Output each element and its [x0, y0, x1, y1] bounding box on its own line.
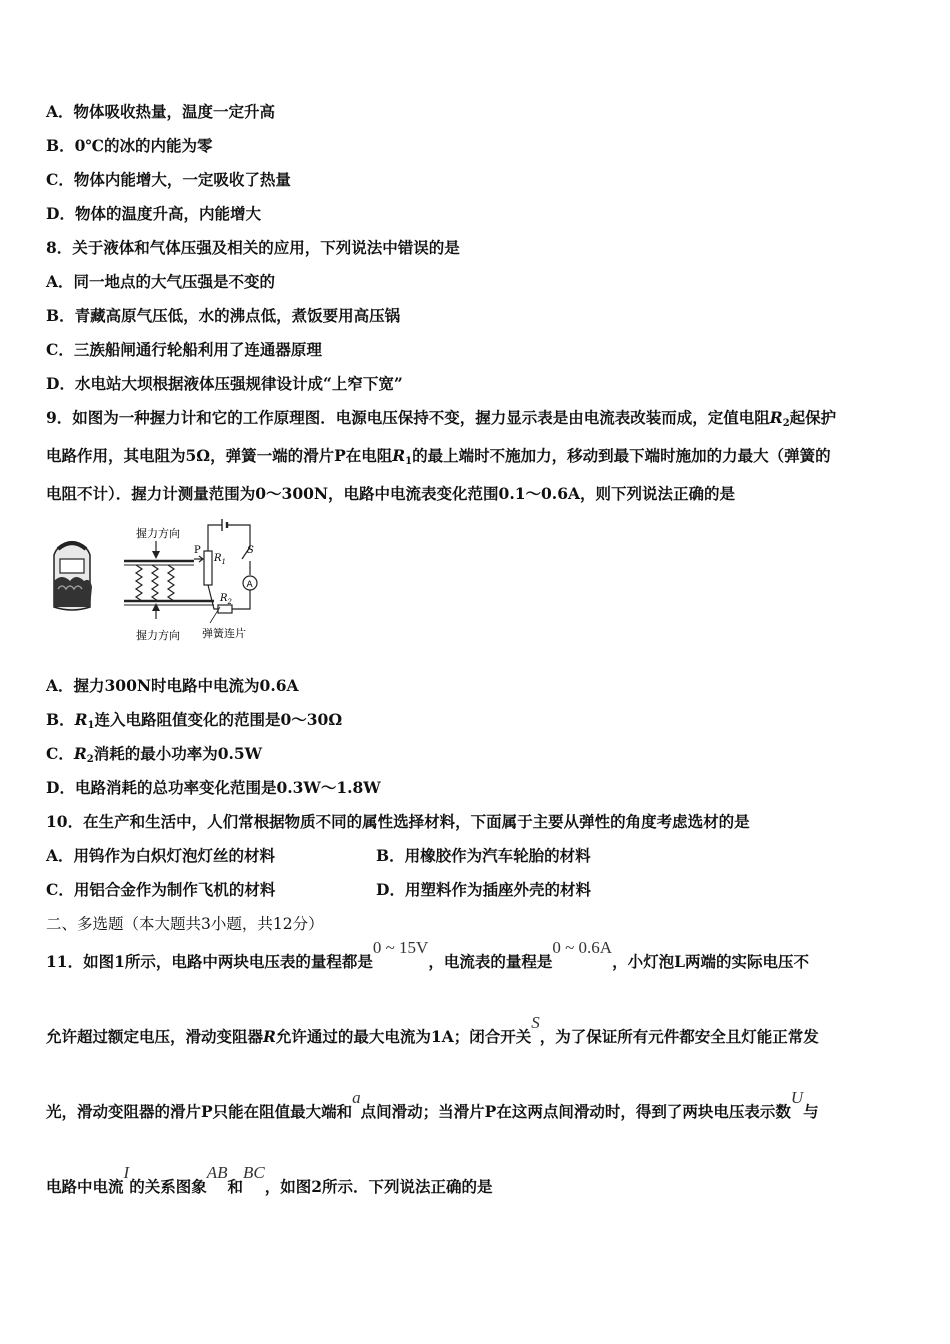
q11-current-symbol: I: [123, 1163, 130, 1182]
arrow-bottom-head: [152, 603, 160, 611]
q9-option-b-letter: B．: [46, 710, 75, 729]
q10-option-d: D．用塑料作为插座外壳的材料: [376, 880, 591, 899]
spring-3: [168, 565, 174, 601]
q11-l1-text: 11．如图1所示，电路中两块电压表的量程都是: [46, 952, 373, 971]
q9-option-c-text: 消耗的最小功率为0.5W: [93, 744, 263, 763]
q11-line1: [46, 938, 809, 972]
label-r1: [213, 553, 226, 566]
q8-option-a: A．同一地点的大气压强是不变的: [46, 272, 276, 291]
q11-switch-symbol: S: [531, 1013, 540, 1032]
q11-graph-bc: BC: [243, 1163, 265, 1182]
q11-rheostat-symbol: R: [263, 1027, 276, 1046]
q9-stem-line3: 电阻不计）．握力计测量范围为0～300N，电路中电流表变化范围0.1～0.6A，则下列说法正确的是: [46, 484, 736, 503]
q11-l2-text: 允许超过额定电压，滑动变阻器: [46, 1027, 264, 1046]
q9-stem-l2-text: 电路作用，其电阻为5Ω，弹簧一端的滑片P在电阻: [46, 446, 393, 465]
q11-l2-mid: 允许通过的最大电流为1A；闭合开关: [275, 1027, 532, 1046]
q9-option-c-letter: C．: [46, 744, 74, 763]
wire-top-left: [208, 525, 222, 551]
q11-l3-mid: 点间滑动；当滑片P在这两点间滑动时，得到了两块电压表示数: [360, 1102, 791, 1121]
spring-2: [152, 565, 158, 601]
resistor-r1: [204, 551, 212, 585]
label-grip-direction-top: 握力方向: [136, 527, 180, 540]
wire-top-right: [227, 525, 250, 547]
q9-stem-l1-text: 9．如图为一种握力计和它的工作原理图．电源电压保持不变，握力显示表是由电流表改装而成，定值电阻: [46, 408, 770, 427]
q11-l4-end: ，如图2所示．下列说法正确的是: [264, 1177, 493, 1196]
grip-meter-figure: [44, 515, 266, 647]
q10-option-c: C．用铝合金作为制作飞机的材料: [46, 880, 276, 899]
q8-option-d: D．水电站大坝根据液体压强规律设计成“上窄下宽”: [46, 374, 403, 393]
label-s: S: [247, 545, 254, 556]
q11-line4: [46, 1163, 493, 1197]
q9-option-b-text: 连入电路阻值变化的范围是0～30Ω: [94, 710, 343, 729]
q10-row-2: [46, 880, 591, 900]
q11-voltage-symbol: U: [790, 1088, 804, 1107]
q9-option-a: A．握力300N时电路中电流为0.6A: [46, 676, 299, 695]
resistor-r2: [218, 605, 232, 613]
q10-stem: 10．在生产和生活中，人们常根据物质不同的属性选择材料，下面属于主要从弹性的角度考虑选材的是: [46, 812, 750, 831]
q11-l2-end: ，为了保证所有元件都安全且灯能正常发: [539, 1027, 819, 1046]
grip-meter-photo: [54, 543, 92, 610]
q7-option-b: B．0℃的冰的内能为零: [46, 136, 213, 155]
spring-1: [136, 565, 142, 601]
q7-option-a: A．物体吸收热量，温度一定升高: [46, 102, 276, 121]
label-r1-subscript: 1: [221, 558, 226, 566]
label-grip-direction-bottom: 握力方向: [136, 629, 180, 642]
q10-row-1: [46, 846, 591, 866]
q11-l3-end: 与: [803, 1102, 819, 1121]
q7-option-c: C．物体内能增大，一定吸收了热量: [46, 170, 291, 189]
label-spring-plate: 弹簧连片: [202, 627, 246, 640]
q11-l4-mid: 的关系图象: [129, 1177, 207, 1196]
section-heading-multiple-choice: 二、多选题（本大题共3小题，共12分）: [46, 915, 324, 933]
q11-graph-ab: AB: [206, 1163, 228, 1182]
label-r1-symbol: R: [214, 553, 222, 564]
label-r2-subscript: 2: [227, 598, 232, 606]
label-p: P: [194, 545, 201, 556]
q11-point-a-symbol: a: [352, 1088, 361, 1107]
r1-subscript: 1: [405, 456, 413, 467]
q11-line2: [46, 1013, 819, 1047]
q9-stem-line1: [46, 408, 836, 434]
q9-option-b-subscript: 1: [87, 720, 95, 731]
q8-option-b: B．青藏高原气压低，水的沸点低，煮饭要用高压锅: [46, 306, 401, 325]
q9-stem-l1-end: 起保护: [789, 408, 837, 427]
q10-option-b: B．用橡胶作为汽车轮胎的材料: [376, 846, 591, 865]
q11-voltmeter-range: 0 ~ 15V: [372, 938, 429, 957]
q9-option-c-symbol: R: [73, 744, 87, 763]
q8-stem: 8．关于液体和气体压强及相关的应用，下列说法中错误的是: [46, 238, 460, 257]
q7-option-d: D．物体的温度升高，内能增大: [46, 204, 261, 223]
q9-option-c: [46, 744, 262, 770]
q11-l4-text: 电路中电流: [46, 1177, 124, 1196]
r1-symbol: R: [392, 446, 406, 465]
r2-symbol: R: [769, 408, 783, 427]
r2-subscript: 2: [782, 418, 790, 429]
q9-stem-l2-end: 的最上端时不施加力，移动到最下端时施加的力最大（弹簧的: [412, 446, 831, 465]
q11-ammeter-range: 0 ~ 0.6A: [552, 938, 613, 957]
label-ammeter: A: [246, 580, 253, 590]
q11-l4-and: 和: [227, 1177, 243, 1196]
q10-option-a: A．用钨作为白炽灯泡灯丝的材料: [46, 846, 276, 865]
q11-l3-text: 光，滑动变阻器的滑片P只能在阻值最大端和: [46, 1102, 353, 1121]
q9-stem-line2: [46, 446, 831, 472]
q9-option-d: D．电路消耗的总功率变化范围是0.3W～1.8W: [46, 778, 381, 797]
q11-line3: [46, 1088, 819, 1122]
q11-l1-mid: ，电流表的量程是: [428, 952, 553, 971]
q9-option-b-symbol: R: [74, 710, 88, 729]
q11-l1-end: ，小灯泡L两端的实际电压不: [612, 952, 809, 971]
q9-option-b: [46, 710, 342, 736]
wire-right-bottom: [232, 590, 250, 609]
q8-option-c: C．三族船闸通行轮船利用了连通器原理: [46, 340, 322, 359]
label-r2: [219, 593, 233, 606]
arrow-top-head: [152, 551, 160, 559]
label-r2-symbol: R: [220, 593, 228, 604]
q9-option-c-subscript: 2: [86, 754, 94, 765]
